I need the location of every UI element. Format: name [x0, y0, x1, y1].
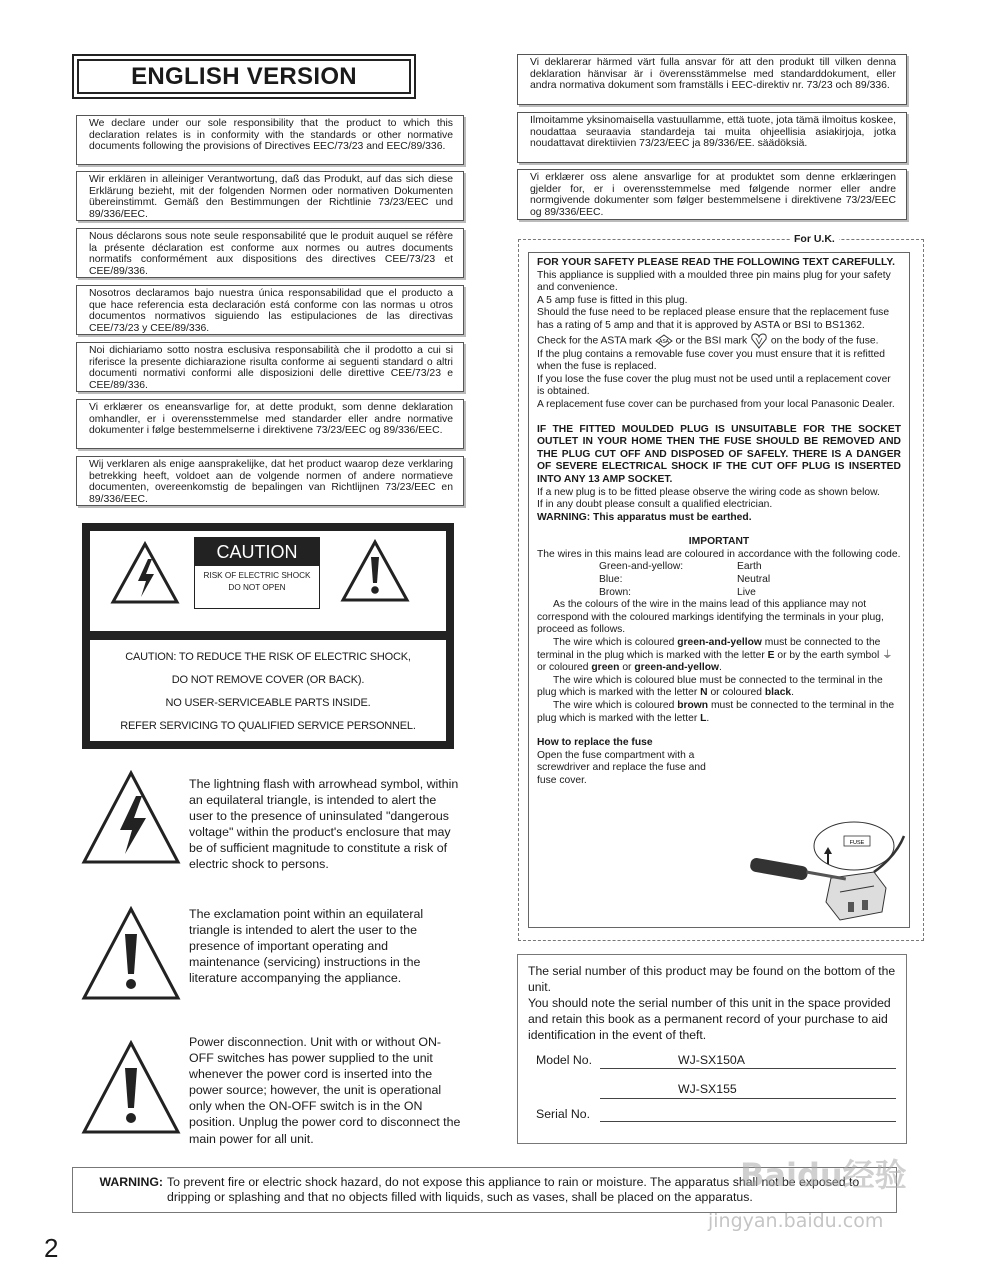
model-value-1: WJ-SX150A	[678, 1053, 745, 1067]
declaration-danish: Vi erklærer os eneansvarlige for, at dette produkt, som denne deklaration omhandler, er i overensstemmelse med standarder eller andre normative dokumenter i følge bestemmelserne i direktivene 73/23/EEC og 89/336/EEC.	[76, 399, 464, 449]
wire-role: Earth	[737, 561, 762, 573]
uk-important: IMPORTANT	[688, 536, 750, 548]
uk-p4-a: Check for the ASTA mark	[537, 335, 652, 347]
wire-role: Neutral	[737, 574, 771, 586]
fuse-title: How to replace the fuse	[537, 737, 653, 749]
uk-p4	[537, 333, 901, 349]
uk-p15-a: The wire which is coloured	[553, 700, 675, 711]
wire-row	[599, 574, 901, 587]
uk-p5: If the plug contains a removable fuse cover you must ensure that it is refitted when the fuse is replaced.	[537, 348, 885, 373]
caution-top	[90, 531, 446, 631]
caution-sub-1: RISK OF ELECTRIC SHOCK	[203, 571, 311, 580]
uk-p9: If in any doubt please consult a qualified electrician.	[537, 499, 773, 511]
lightning-triangle-icon	[110, 541, 180, 605]
caution-line-2: DO NOT REMOVE COVER (OR BACK).	[171, 674, 365, 686]
uk-warning-caps: IF THE FITTED MOULDED PLUG IS UNSUITABLE FOR THE SOCKET OUTLET IN YOUR HOME THEN THE FUSE SHOULD BE REMOVED AND THE PLUG CUT OFF AND DISPOSED OF SAFELY. THERE IS A DANGER OF SEVERE ELECTRICAL SHOCK IF THE CUT OFF PLUG IS INSERTED INTO ANY 13 AMP SOCKET.	[537, 423, 901, 485]
uk-p13-d: E	[767, 649, 775, 661]
exclamation-symbol-icon	[80, 906, 182, 1002]
model-label: Model No.	[536, 1053, 593, 1067]
title-box	[72, 54, 416, 99]
caution-label	[194, 537, 320, 609]
declaration-finnish: Ilmoitamme yksinomaisella vastuullamme, että tuote, jota tämä ilmoitus koskee, noudattaa seuraavia standardeja tai muita ohjeellisia asiakirjoja, jotka noudattavat direktiivien 73/23/EEC ja 89/336/EE. säädöksiä.	[517, 112, 907, 163]
lightning-symbol-icon	[80, 770, 182, 866]
serial-p1: The serial number of this product may be found on the bottom of the unit.	[528, 964, 896, 994]
uk-p4-c: on the body of the fuse.	[770, 335, 879, 347]
declaration-french: Nous déclarons sous note seule responsabilité que le produit auquel se réfère la présente déclaration est conforme aux normes ou autres documents normatifs conformément aux dispositions des directives CEE/73/23 et CEE/89/336.	[76, 228, 464, 278]
uk-p13-e: or by the earth symbol	[777, 649, 880, 661]
caution-panel	[82, 523, 454, 749]
caution-line-4: REFER SERVICING TO QUALIFIED SERVICE PERSONNEL.	[120, 720, 416, 732]
uk-p13-i: green-and-yellow	[634, 662, 720, 674]
uk-p15-d: L	[700, 712, 707, 724]
uk-p14-d: black	[764, 687, 792, 699]
uk-p2: A 5 amp fuse is fitted in this plug.	[537, 294, 688, 306]
uk-p15-b: brown	[677, 700, 709, 711]
uk-label: For U.K.	[790, 233, 839, 245]
warning-text: To prevent fire or electric shock hazard, do not expose this appliance to rain or moisture. The apparatus shall not be exposed to dripping or splashing and that no objects filled with liquids, such as vases, shall be placed on the apparatus.	[167, 1175, 860, 1204]
declaration-norwegian: Vi erklærer oss alene ansvarlige for at produktet som denne erklæringen gjelder for, er i overensstemmelse med følgende normer eller andre normgivende dokumenter som følger bestemmelsene i direktivene 73/23/EEC og 89/336/EEC.	[517, 169, 907, 220]
declaration-german: Wir erklären in alleiniger Verantwortung, daß das Produkt, auf das sich diese Erklärung bezieht, mit der folgenden Normen oder normativen Dokumenten übereinstimmt. Gemäß den Bestimmungen der Richtlinie 73/23/EEC und 89/336/EEC.	[76, 171, 464, 221]
uk-p12: As the colours of the wire in the mains lead of this appliance may not correspond with the coloured markings identifying the terminals in your plug, proceed as follows.	[537, 599, 884, 636]
declaration-english: We declare under our sole responsibility that the product to which this declaration relates is in conformity with the standards or other normative documents following the provisions of Directives EEC/73/23 and EEC/89/336.	[76, 115, 464, 165]
exclamation-description: The exclamation point within an equilateral triangle is intended to alert the user to the presence of important operating and maintenance (servicing) instructions in the literature accompanying the appliance.	[189, 907, 424, 986]
uk-heading: FOR YOUR SAFETY PLEASE READ THE FOLLOWING TEXT CAREFULLY.	[537, 257, 895, 268]
uk-p15: The wire which is coloured brown must be connected to the terminal in the plug which is marked with the letter L.	[537, 700, 895, 724]
declaration-spanish: Nosotros declaramos bajo nuestra única responsabilidad que el producto a que hace referencia esta declaración está conforme con las normas u otros documentos normativos siguiendo las estipulaciones de las directivas CEE/73/23 y CEE/89/336.	[76, 285, 464, 335]
model-line-1	[600, 1068, 896, 1069]
wire-role: Live	[737, 586, 756, 598]
caution-line-3: NO USER-SERVICEABLE PARTS INSIDE.	[165, 697, 371, 709]
page-title: ENGLISH VERSION	[77, 59, 411, 94]
caution-text-panel	[90, 640, 446, 741]
uk-p3: Should the fuse need to be replaced please ensure that the replacement fuse has a rating of 5 amp and that it is approved by ASTA or BSI to BS1362.	[537, 307, 890, 331]
svg-text:ASA: ASA	[658, 338, 669, 345]
uk-p14: The wire which is coloured blue must be connected to the terminal in the plug which is marked with the letter N or coloured black.	[537, 674, 883, 699]
uk-p10: WARNING: This apparatus must be earthed.	[537, 511, 752, 523]
caution-sub	[195, 566, 319, 594]
caution-sub-2: DO NOT OPEN	[228, 583, 286, 592]
wire-table	[599, 561, 901, 599]
uk-p6: If you lose the fuse cover the plug must not be used until a replacement cover is obtained.	[537, 373, 891, 398]
lightning-description: The lightning flash with arrowhead symbol, within an equilateral triangle, is intended to alert the user to the presence of uninsulated "dangerous voltage" within the product's enclosure that may be of sufficient magnitude to constitute a risk of electric shock to persons.	[189, 777, 459, 872]
watermark-logo: Baidu经验	[740, 1156, 907, 1194]
uk-p13-g: green	[591, 662, 620, 674]
uk-p13-f: or coloured	[537, 662, 589, 674]
uk-p13-c: must be connected to the terminal in the plug which is marked with the letter	[537, 637, 881, 661]
declaration-dutch: Wij verklaren als enige aansprakelijke, dat het product waarop deze verklaring betrekking heeft, voldoet aan de volgende normen of andere normatieve documenten, overeenkomstig de bepalingen van Richtlijnen 73/23/EEC en 89/336/EEC.	[76, 456, 464, 506]
wire-color: Blue:	[599, 574, 623, 586]
warning-label: WARNING:	[99, 1175, 163, 1189]
fuse-text: Open the fuse compartment with a screwdriver and replace the fuse and fuse cover.	[537, 749, 706, 786]
serial-label: Serial No.	[536, 1107, 590, 1121]
uk-p14-c: or coloured	[710, 687, 762, 699]
serial-line	[600, 1121, 896, 1122]
uk-p11: The wires in this mains lead are coloured in accordance with the following code.	[537, 548, 901, 560]
uk-p8: If a new plug is to be fitted please observe the wiring code as shown below.	[537, 486, 880, 498]
uk-p14-b: N	[700, 687, 708, 699]
watermark-url: jingyan.baidu.com	[708, 1210, 884, 1232]
fuse-label: FUSE	[849, 840, 865, 846]
wire-row	[599, 587, 901, 600]
uk-p4-b: or the BSI mark	[675, 335, 748, 347]
uk-p13: The wire which is coloured green-and-yellow must be connected to the terminal in the plug which is marked with the letter E or by the earth symbol ⏚ or coloured green or green-and-yellow.	[537, 637, 893, 674]
uk-p13-a: The wire which is coloured	[553, 637, 675, 649]
power-description: Power disconnection. Unit with or without ON-OFF switches has power supplied to the unit whenever the power cord is inserted into the power source; however, the unit is operational only when the ON-OFF switch is in the ON position. Unplug the power cord to disconnect the main power for all unit.	[189, 1035, 461, 1146]
uk-p13-h: or	[622, 662, 632, 674]
uk-p13-b: green-and-yellow	[677, 637, 762, 649]
declaration-swedish: Vi deklarerar härmed värt fulla ansvar för att den produkt till vilken denna deklaration hänvisar är i överensstämmelse med standarddokument, eller andra normativa dokument som framställs i EEC-direktiv nr. 73/23 och 89/336.	[517, 54, 907, 105]
bsi-mark-icon	[750, 333, 768, 349]
serial-p2: You should note the serial number of this unit in the space provided and retain this book as a permanent record of your purchase to aid identification in the event of theft.	[528, 996, 891, 1042]
page-number: 2	[44, 1233, 59, 1263]
uk-p7: A replacement fuse cover can be purchased from your local Panasonic Dealer.	[537, 398, 895, 410]
wire-color: Brown:	[599, 586, 632, 598]
wire-color: Green-and-yellow:	[599, 561, 684, 573]
exclamation-triangle-icon	[340, 539, 410, 603]
declaration-italian: Noi dichiariamo sotto nostra esclusiva responsabilità che il prodotto a cui si riferisce la presente dichiarazione risulta conforme ai seguenti standard o altri documenti normativi conformi alle disposizioni delle direttive CEE/73/23 e CEE/89/336.	[76, 342, 464, 392]
model-line-2	[600, 1098, 896, 1099]
fuse-replacement-illustration	[736, 816, 906, 926]
uk-p1: This appliance is supplied with a moulded three pin mains plug for your safety and convenience.	[537, 269, 891, 294]
wire-row	[599, 561, 901, 574]
power-disconnection-icon	[80, 1040, 182, 1136]
model-value-2: WJ-SX155	[678, 1082, 737, 1096]
uk-p15-c: must be connected to the terminal in the plug which is marked with the letter	[537, 700, 895, 724]
earth-symbol-icon: ⏚	[882, 649, 893, 661]
asta-mark-icon	[655, 334, 673, 348]
caution-line-1: CAUTION: TO REDUCE THE RISK OF ELECTRIC SHOCK,	[125, 651, 411, 663]
uk-p14-a: The wire which is coloured blue must be connected to the terminal in the plug which is marked with the letter	[537, 674, 883, 699]
caution-word: CAUTION	[195, 538, 319, 566]
